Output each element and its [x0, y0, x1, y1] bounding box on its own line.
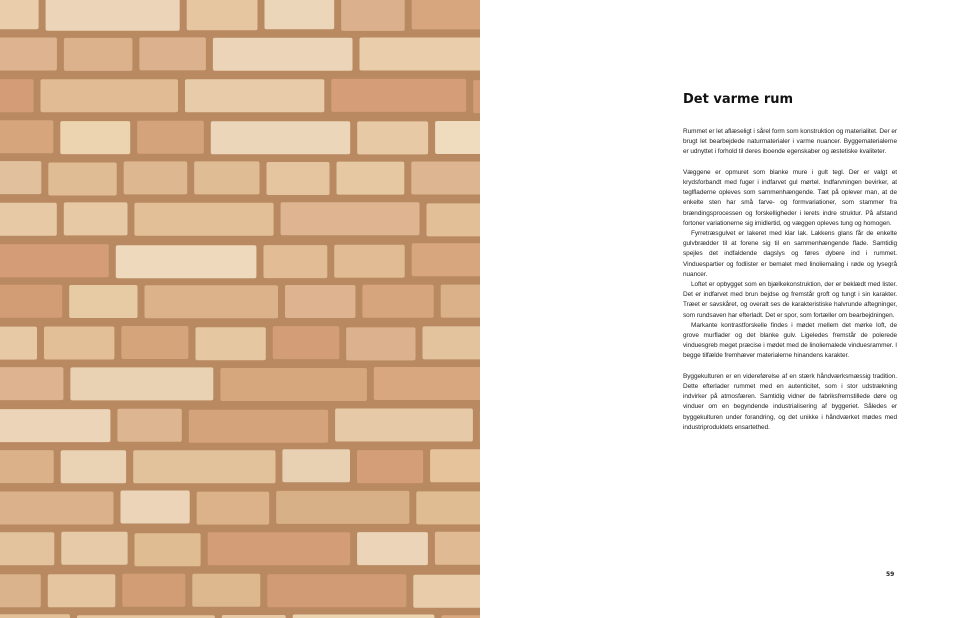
- brick: [337, 162, 405, 195]
- brick: [70, 367, 213, 400]
- brick: [0, 285, 62, 318]
- brick: [69, 285, 137, 318]
- brick: [276, 491, 409, 524]
- brick: [121, 326, 188, 359]
- brick: [41, 79, 179, 112]
- brick: [281, 202, 420, 235]
- brick: [0, 203, 57, 236]
- brick: [362, 285, 433, 318]
- brick: [0, 367, 63, 400]
- brick: [423, 326, 481, 359]
- brick: [48, 163, 116, 196]
- brick: [116, 245, 257, 278]
- brick: [334, 245, 405, 278]
- brick: [360, 38, 481, 71]
- page-title: Det varme rum: [683, 92, 794, 107]
- brick: [145, 285, 279, 318]
- brick: [331, 79, 466, 112]
- brick: [0, 450, 54, 483]
- brick: [220, 368, 367, 401]
- brick: [293, 615, 435, 618]
- brick: [44, 327, 114, 360]
- paragraph-6: Byggekulturen er en videreførelse af en stærk håndværksmæssig tradition. Dette efterlader rummet med en autenticitet, som i stor udstrækning indvirker på atmosfæren. Samtidig vidner de fabriksfremstillede døre og vinduer om en begyndende industrialisering af byggeriet. Således er byggekulturen under forandring, og det unikke i håndværket mødes med industriproduktets ensartethed.: [683, 372, 897, 431]
- brick: [282, 449, 350, 482]
- brick: [0, 244, 109, 277]
- text-page: [480, 0, 960, 618]
- brick: [61, 532, 127, 565]
- brick: [267, 574, 406, 607]
- brick: [357, 450, 423, 483]
- brick: [265, 0, 335, 29]
- brick: [64, 202, 128, 235]
- brick: [416, 491, 480, 524]
- brick: [435, 121, 480, 154]
- paragraph-3: Fyrretræsgulvet er lakeret med klar lak. Lakkens glans får de enkelte gulvbrædder til at forene sig til en sammenhængende flade. Samtidig spejles det indfaldende dagslys og føres dybere ind i rummet. Vinduespartier og fodlister er bemalet med linoliemaling i røde og lysegrå nuancer.: [683, 230, 897, 278]
- brick: [0, 532, 54, 565]
- brick: [185, 79, 324, 112]
- brick: [196, 327, 266, 360]
- brick: [273, 326, 340, 359]
- paragraph-1: Rummet er let aflæseligt i sårel form som konstruktion og materialitet. Der er brugt let bearbejdede naturmaterialer i varme nuancer. Byggematerialerne er udnyttet i forhold til deres iboende egenskaber og æstetiske kvaliteter.: [683, 128, 897, 156]
- brick: [285, 285, 355, 318]
- brick: [0, 574, 41, 607]
- brick: [117, 409, 181, 442]
- brick: [412, 0, 480, 29]
- brick: [61, 450, 126, 483]
- brick: [346, 327, 415, 360]
- brick: [122, 574, 185, 607]
- brick: [211, 121, 350, 154]
- brick: [374, 367, 480, 400]
- brick: [435, 532, 480, 565]
- brick: [357, 121, 428, 154]
- brick: [133, 450, 275, 483]
- brick: [0, 120, 53, 153]
- brick: [194, 161, 259, 194]
- brick: [427, 203, 481, 236]
- brick: [412, 243, 480, 276]
- paragraph-5: Markante kontrastforskelle findes i mødet mellem det mørke loft, de grove murflader og det blanke gulv. Ligeledes fremstår de polerede vinduesgreb meget præcise i mødet med de linoliemalede vinduesrammer. I begge tilfælde fremhæver materialerne hinandens karakter.: [683, 321, 897, 360]
- brick: [0, 0, 39, 29]
- brick: [411, 162, 480, 195]
- brick: [341, 0, 405, 31]
- brick: [137, 121, 204, 154]
- brick: [0, 614, 70, 618]
- brick: [0, 327, 37, 360]
- brick: [139, 37, 206, 70]
- brick: [0, 161, 41, 194]
- brick: [335, 409, 473, 442]
- brick: [187, 0, 258, 30]
- brick: [121, 491, 190, 524]
- paragraph-2: Væggene er opmuret som blanke mure i gult tegl. Der er valgt et krydsforbandt med fuger i indfarvet gul mørtel. Indfarvningen bevirker, at teglfladerne opleves som sammenhængende. Tæt på oplever man, at de enkelte sten har små farve- og formvariationer, som stammer fra brændingsprocessen og forskelligheder i lerets indre struktur. På afstand fortoner variationerne sig imidlertid, og væggen opleves tung og homogen.: [683, 168, 897, 227]
- brick: [357, 532, 428, 565]
- brick: [48, 574, 116, 607]
- brick: [0, 38, 57, 71]
- brick: [208, 532, 350, 565]
- brick: [46, 0, 180, 31]
- brick: [192, 574, 260, 607]
- brick: [134, 203, 273, 236]
- brick: [0, 79, 34, 112]
- paragraph-4: Loftet er opbygget som en bjælkekonstruktion, der er beklædt med lister. Det er indfarvet med brun bejdse og fremstår groft og tungt i sin karakter. Træet er savskåret, og overalt ses de karakteristiske halvrunde aftegninger, som rundsaven har efterladt. Det er spor, som fortæller om bearbejdningen.: [683, 281, 897, 319]
- brick: [264, 245, 328, 278]
- brick: [197, 492, 270, 525]
- brick: [267, 162, 330, 195]
- brick: [124, 161, 188, 194]
- brick: [189, 410, 328, 443]
- brick: [135, 533, 201, 566]
- brick: [64, 38, 132, 71]
- brick: [441, 285, 480, 318]
- brick: [0, 409, 110, 442]
- brick: [213, 38, 353, 71]
- brick: [413, 575, 480, 608]
- brick: [473, 80, 480, 113]
- brick: [430, 449, 480, 482]
- brick: [60, 121, 130, 154]
- body-text: [683, 127, 897, 433]
- page-number: 59: [886, 571, 895, 578]
- brick: [0, 492, 114, 525]
